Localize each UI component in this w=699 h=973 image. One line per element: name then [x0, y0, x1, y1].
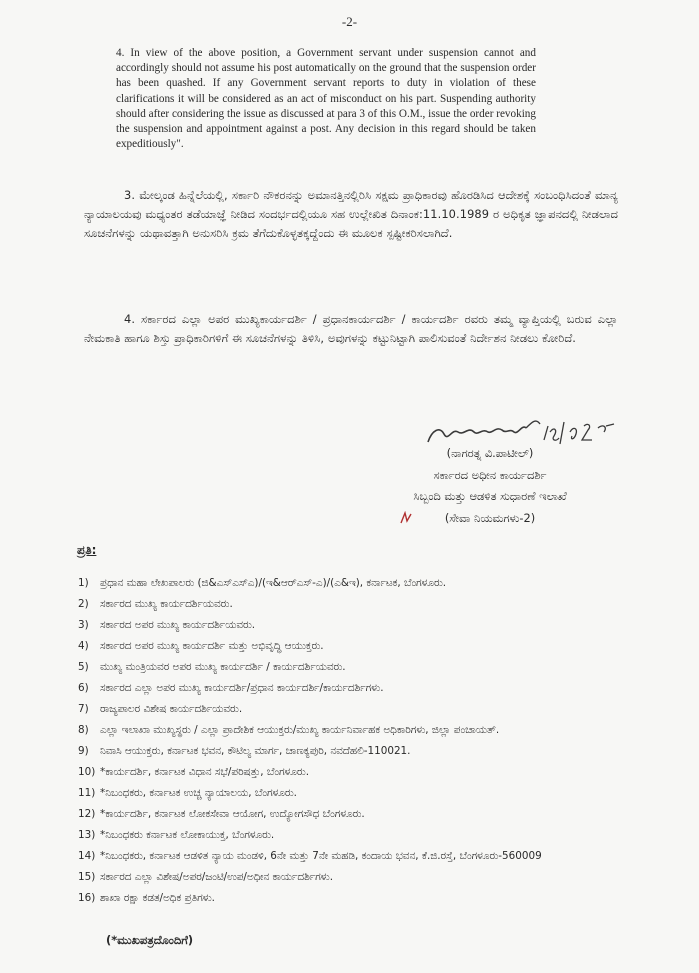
copies-heading: ಪ್ರತಿ:	[77, 543, 97, 557]
paragraph-4	[84, 310, 618, 348]
list-item-number: 10)	[78, 766, 96, 778]
list-item-number: 3)	[78, 619, 89, 631]
list-item-number: 9)	[78, 745, 89, 757]
signatory-department: ಸಿಬ್ಬಂದಿ ಮತ್ತು ಆಡಳಿತ ಸುಧಾರಣೆ ಇಲಾಖೆ	[413, 489, 567, 503]
list-item-text: ಸರ್ಕಾರದ ಮುಖ್ಯ ಕಾರ್ಯದರ್ಶಿಯವರು.	[100, 598, 233, 610]
signatory-section: (ಸೇವಾ ನಿಯಮಗಳು-2)	[444, 510, 536, 525]
list-item-text: ಪ್ರಧಾನ ಮಹಾ ಲೇಖಪಾಲರು (ಜಿ&ಎಸ್‌ಎಸ್‌ಎ)/(ಇ&ಆರ್‌ಎಸ್-ಎ)/(ಎ&ಇ), ಕರ್ನಾಟಕ, ಬೆಂಗಳೂರು.	[100, 577, 447, 589]
list-item	[78, 890, 638, 906]
list-item-text: *ನಿಬಂಧಕರು, ಕರ್ನಾಟಕ ಆಡಳಿತ ನ್ಯಾಯ ಮಂಡಳಿ, 6ನೇ ಮತ್ತು 7ನೇ ಮಹಡಿ, ಕಂದಾಯ ಭವನ, ಕೆ.ಜಿ.ರಸ್ತೆ, ಬೆಂಗಳೂರು-560009	[100, 850, 542, 862]
quoted-paragraph: 4. In view of the above position, a Government servant under suspension cannot and accordingly should not assume his post automatically on the ground that the suspension order has been quashed. If any Government servant reports to duty in violation of these clarifications it will be considered as an act of misconduct on his part. Suspending authority should after considering the issue as discussed at para 3 of this O.M., issue the order revoking the suspension and appointment against a post. Any decision in this regard should be taken expeditiously".	[116, 47, 536, 151]
list-item-number: 13)	[78, 829, 96, 841]
list-item-number: 1)	[78, 577, 89, 589]
page-number: -2-	[341, 14, 358, 29]
list-item	[78, 659, 638, 675]
copies-list	[78, 575, 638, 911]
list-item	[78, 785, 638, 801]
list-item-number: 6)	[78, 682, 89, 694]
list-item	[78, 848, 638, 864]
list-item-number: 14)	[78, 850, 96, 862]
list-item-text: ರಾಜ್ಯಪಾಲರ ವಿಶೇಷ ಕಾರ್ಯದರ್ಶಿಯವರು.	[100, 703, 243, 715]
list-item-text: *ನಿಬಂಧಕರು, ಕರ್ನಾಟಕ ಉಚ್ಚ ನ್ಯಾಯಾಲಯ, ಬೆಂಗಳೂರು.	[100, 787, 297, 799]
list-item	[78, 722, 638, 738]
list-item-number: 4)	[78, 640, 89, 652]
initial-mark-icon	[399, 511, 413, 525]
list-item	[78, 806, 638, 822]
list-item-number: 5)	[78, 661, 89, 673]
list-item	[78, 575, 638, 591]
list-item-text: ಮುಖ್ಯ ಮಂತ್ರಿಯವರ ಅಪರ ಮುಖ್ಯ ಕಾರ್ಯದರ್ಶಿ / ಕಾರ್ಯದರ್ಶಿಯವರು.	[100, 661, 346, 673]
paragraph-3-text: 3. ಮೇಲ್ಕಂಡ ಹಿನ್ನೆಲೆಯಲ್ಲಿ, ಸರ್ಕಾರಿ ನೌಕರನನ್ನು ಅಮಾನತ್ತಿನಲ್ಲಿರಿಸಿ ಸಕ್ಷಮ ಪ್ರಾಧಿಕಾರವು ಹೊರಡಿಸಿದ ಆದೇಶಕ್ಕೆ ಸಂಬಂಧಿಸಿದಂತೆ ಮಾನ್ಯ ನ್ಯಾಯಾಲಯವು ಮಧ್ಯಂತರ ತಡೆಯಾಜ್ಞೆ ನೀಡಿದ ಸಂದರ್ಭದಲ್ಲಿಯೂ ಸಹ ಉಲ್ಲೇಖಿತ ದಿನಾಂಕ:11.10.1989 ರ ಅಧಿಕೃತ ಜ್ಞಾಪನದಲ್ಲಿ ನೀಡಲಾದ ಸೂಚನೆಗಳನ್ನು ಯಥಾವತ್ತಾಗಿ ಅನುಸರಿಸಿ ಕ್ರಮ ತೆಗೆದುಕೊಳ್ಳತಕ್ಕದ್ದೆಂದು ಈ ಮೂಲಕ ಸ್ಪಷ್ಟೀಕರಿಸಲಾಗಿದೆ.	[84, 188, 618, 240]
list-item	[78, 764, 638, 780]
list-item-text: ನಿವಾಸಿ ಆಯುಕ್ತರು, ಕರ್ನಾಟಕ ಭವನ, ಕೌಟಿಲ್ಯ ಮಾರ್ಗ, ಚಾಣಕ್ಯಪುರಿ, ನವದೆಹಲಿ-110021.	[100, 745, 411, 757]
list-item-text: ಎಲ್ಲಾ ಇಲಾಖಾ ಮುಖ್ಯಸ್ಥರು / ಎಲ್ಲಾ ಪ್ರಾದೇಶಿಕ ಆಯುಕ್ತರು/ಮುಖ್ಯ ಕಾರ್ಯನಿರ್ವಾಹಕ ಅಧಿಕಾರಿಗಳು, ಜಿಲ್ಲಾ ಪಂಚಾಯತ್.	[100, 724, 500, 736]
list-item	[78, 869, 638, 885]
enclosure-note: (*ಮುಖಪತ್ರದೊಂದಿಗೆ)	[106, 933, 194, 947]
list-item-number: 15)	[78, 871, 96, 883]
list-item-number: 12)	[78, 808, 96, 820]
list-item-text: *ಕಾರ್ಯದರ್ಶಿ, ಕರ್ನಾಟಕ ಲೋಕಸೇವಾ ಆಯೋಗ, ಉದ್ಯೋಗಸೌಧ ಬೆಂಗಳೂರು.	[100, 808, 365, 820]
paragraph-3	[84, 186, 618, 242]
list-item-text: *ನಿಬಂಧಕರು ಕರ್ನಾಟಕ ಲೋಕಾಯುಕ್ತ, ಬೆಂಗಳೂರು.	[100, 829, 275, 841]
list-item	[78, 596, 638, 612]
signatory-designation: ಸರ್ಕಾರದ ಅಧೀನ ಕಾರ್ಯದರ್ಶಿ	[433, 467, 547, 482]
paragraph-4-text: 4. ಸರ್ಕಾರದ ಎಲ್ಲಾ ಅಪರ ಮುಖ್ಯಕಾರ್ಯದರ್ಶಿ / ಪ್ರಧಾನಕಾರ್ಯದರ್ಶಿ / ಕಾರ್ಯದರ್ಶಿ ರವರು ತಮ್ಮ ವ್ಯಾಪ್ತಿಯಲ್ಲಿ ಬರುವ ಎಲ್ಲಾ ನೇಮಕಾತಿ ಹಾಗೂ ಶಿಸ್ತು ಪ್ರಾಧಿಕಾರಿಗಳಿಗೆ ಈ ಸೂಚನೆಗಳನ್ನು ತಿಳಿಸಿ, ಅವುಗಳನ್ನು ಕಟ್ಟುನಿಟ್ಟಾಗಿ ಪಾಲಿಸುವಂತೆ ನಿರ್ದೇಶನ ನೀಡಲು ಕೋರಿದೆ.	[84, 312, 618, 345]
list-item-number: 7)	[78, 703, 89, 715]
list-item-text: *ಕಾರ್ಯದರ್ಶಿ, ಕರ್ನಾಟಕ ವಿಧಾನ ಸಭೆ/ಪರಿಷತ್ತು, ಬೆಂಗಳೂರು.	[100, 766, 310, 778]
list-item-text: ಸರ್ಕಾರದ ಎಲ್ಲಾ ಅಪರ ಮುಖ್ಯ ಕಾರ್ಯದರ್ಶಿ/ಪ್ರಧಾನ ಕಾರ್ಯದರ್ಶಿ/ಕಾರ್ಯದರ್ಶಿಗಳು.	[100, 682, 384, 694]
list-item	[78, 743, 638, 759]
list-item	[78, 617, 638, 633]
signature-block	[340, 443, 640, 529]
list-item-number: 16)	[78, 892, 96, 904]
list-item	[78, 701, 638, 717]
list-item	[78, 680, 638, 696]
list-item	[78, 827, 638, 843]
list-item-text: ಸರ್ಕಾರದ ಅಪರ ಮುಖ್ಯ ಕಾರ್ಯದರ್ಶಿಯವರು.	[100, 619, 256, 631]
list-item-text: ಸರ್ಕಾರದ ಎಲ್ಲಾ ವಿಶೇಷ/ಅಪರ/ಜಂಟಿ/ಉಪ/ಅಧೀನ ಕಾರ್ಯದರ್ಶಿಗಳು.	[100, 871, 334, 883]
list-item	[78, 638, 638, 654]
list-item-number: 11)	[78, 787, 96, 799]
list-item-text: ಸರ್ಕಾರದ ಅಪರ ಮುಖ್ಯ ಕಾರ್ಯದರ್ಶಿ ಮತ್ತು ಅಭಿವೃದ್ಧಿ ಆಯುಕ್ತರು.	[100, 640, 324, 652]
signatory-name: (ನಾಗರತ್ನ ವಿ.ಪಾಟೀಲ್)	[446, 446, 534, 460]
list-item-number: 2)	[78, 598, 89, 610]
list-item-number: 8)	[78, 724, 89, 736]
list-item-text: ಶಾಖಾ ರಕ್ಷಾ ಕಡತ/ಅಧಿಕ ಪ್ರತಿಗಳು.	[100, 892, 215, 904]
